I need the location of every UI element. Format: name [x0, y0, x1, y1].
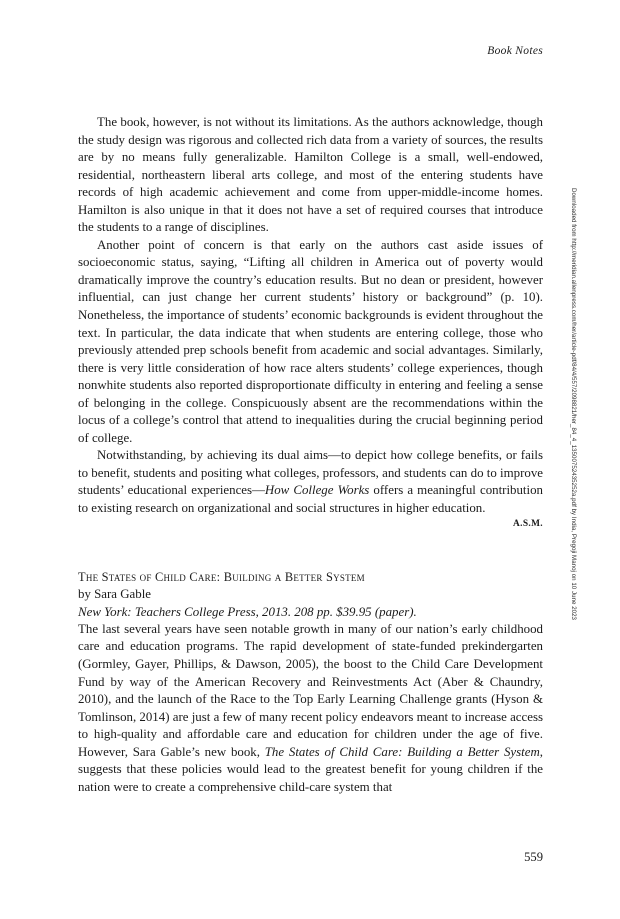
paragraph-review-part2: , suggests that these policies would lead to the greatest benefit for young children if the nation were to create a comprehensive child-care system that: [78, 744, 544, 794]
book-entry-title: The States of Child Care: Building a Better System: [78, 570, 365, 585]
book-entry: [78, 569, 543, 796]
paragraph-socioeconomic-concern: Another point of concern is that early on the authors cast aside issues of socioeconomic status, saying, “Lifting all children in America out of poverty would dramatically improve the country’s education results. But no dean or president, however influential, can just change her current students’ history or background” (p. 10). Nonetheless, the importance of students’ economic backgrounds is evident throughout the text. In particular, the data indicate that when students are entering college, those who previously attended prep schools benefit from academic and social advantages. Similarly, there is very little consideration of how race alters students’ college experiences, though nonwhite students also reported disproportionate difficulty in entering and feeling a sense of belonging in the college. Conspicuously absent are the recommendations within the locus of a college’s control that attend to inequalities during the crucial beginning period of college.: [78, 237, 543, 445]
book-entry-author: by Sara Gable: [78, 587, 152, 602]
running-head: Book Notes: [487, 45, 543, 57]
download-watermark: Downloaded from http://meridian.allenpress.com/her/article-pdf/84/4/557/2098821/her_84_4_13500752435252a.pdf by India, Pregoji Manoj on 10 June 2023: [570, 188, 577, 621]
book-title-inline-how-college-works: How College Works: [264, 483, 370, 498]
reviewer-initials: A.S.M.: [513, 519, 543, 530]
book-entry-imprint: New York: Teachers College Press, 2013. 208 pp. $39.95 (paper).: [78, 604, 417, 619]
paragraph-notwithstanding: [78, 447, 543, 517]
page-number: 559: [524, 850, 543, 864]
book-title-inline-states-of-child-care: The States of Child Care: Building a Better System: [264, 744, 540, 759]
paragraph-review-opening: [78, 621, 543, 796]
paragraph-review-part1: The last several years have seen notable growth in many of our nation’s early childhood care and education programs. The rapid development of state-funded prekindergarten (Gormley, Gayer, Phillips, & Dawson, 2005), the boost to the Child Care Development Fund by way of the American Recovery and Reinvestments Act (Aber & Chaundry, 2010), and the launch of the Race to the Top Early Learning Challenge grants (Hyson & Tomlinson, 2014) are just a few of many recent policy endeavors meant to increase access to high-quality and affordable care and education for children under the age of five. However, Sara Gable’s new book,: [78, 621, 543, 759]
paragraph-notwithstanding-part2: offers a meaningful contribution to existing research on organizational and social structures in higher education.: [78, 483, 543, 516]
paragraph-notwithstanding-part1: Notwithstanding, by achieving its dual aims—to depict how college benefits, or fails to benefit, students and positing what colleges, professors, and students can do to improve students’ educational experiences—: [78, 448, 543, 498]
text-column: [78, 114, 543, 796]
paragraph-limitations: The book, however, is not without its limitations. As the authors acknowledge, though the study design was rigorous and collected rich data from a variety of sources, the results are by no means fully generalizable. Hamilton College is a small, well-endowed, residential, northeastern liberal arts college, and most of the entering students have records of high academic achievement and come from upper-middle-income homes. Hamilton is also unique in that it does not have a set of required courses that introduce the students to a range of disciplines.: [78, 115, 543, 235]
